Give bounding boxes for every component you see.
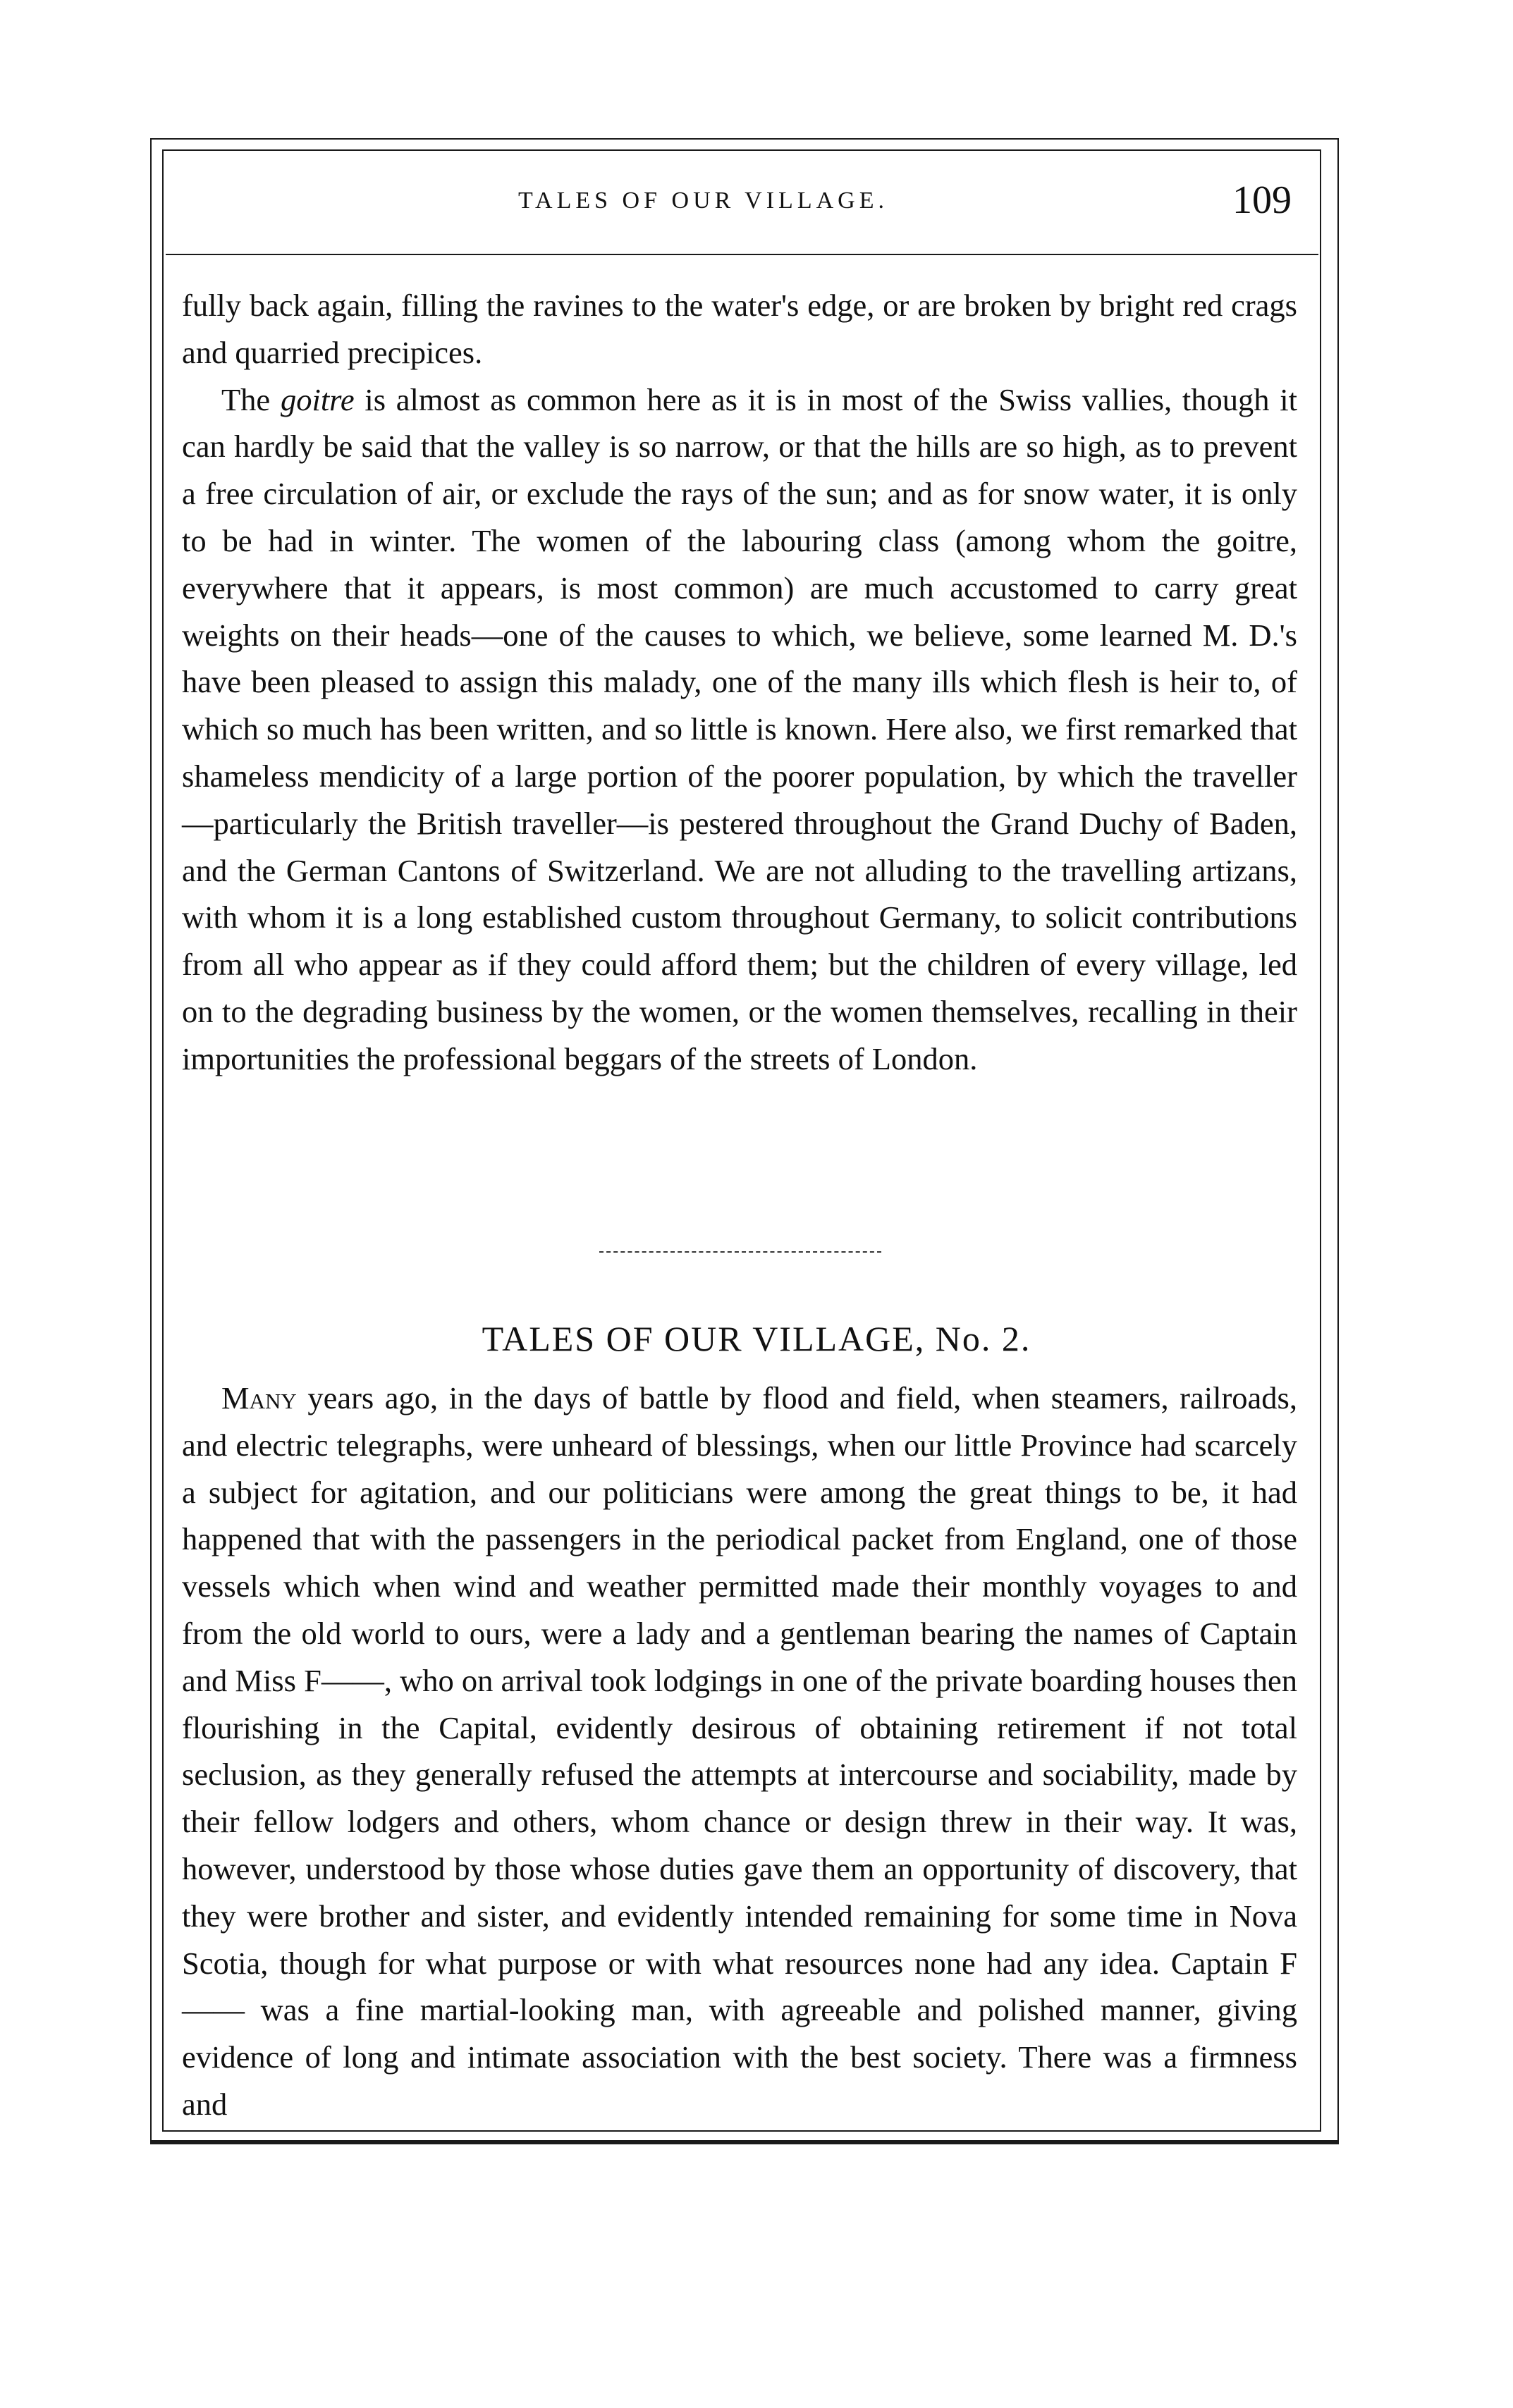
paragraph-goitre-body: is almost as common here as it is in most of the Swiss vallies, though it can hardly be said that the valley is so narrow, or that the hills are so high, as to prevent a free circulation of air, or exclude the rays of the sun; and as for snow water, it is only to be had in winter. The women of the labouring class (among whom the goitre, everywhere that it appears, is most common) are much accustomed to carry great weights on their heads—one of the causes to which, we believe, some learned M. D.'s have been pleased to assign this malady, one of the many ills which flesh is heir to, of which so much has been written, and so little is known. Here also, we first remarked that shameless mendicity of a large portion of the poorer population, by which the traveller—particularly the British traveller—is pestered throughout the Grand Duchy of Baden, and the German Cantons of Switzerland. We are not alluding to the travelling artizans, with whom it is a long established custom throughout Germany, to solicit contributions from all who appear as if they could afford them; but the children of every village, led on to the degrading business by the women, or the women themselves, recalling in their importunities the professional beggars of the streets of London. (182, 381, 1298, 1076)
section-text (182, 1375, 1297, 2128)
header-rule (166, 254, 1318, 255)
goitre-italic: goitre (280, 381, 355, 417)
page-number: 109 (1232, 178, 1292, 222)
section-divider (599, 1251, 881, 1253)
paragraph-goitre-lead: The (221, 381, 281, 417)
opening-word: Many (221, 1380, 297, 1415)
continuation-text (182, 282, 1297, 1083)
paragraph-goitre (182, 376, 1297, 1083)
paragraph-tale-body: years ago, in the days of battle by flood and field, when steamers, railroads, and electric telegraphs, were unheard of blessings, when our little Province had scarcely a subject for agitation, and our politicians were among the great things to be, it had happened that with the passengers in the periodical packet from England, one of those vessels which when wind and weather permitted made their monthly voyages to and from the old world to ours, were a lady and a gentleman bearing the names of Captain and Miss F——, who on arrival took lodgings in one of the private boarding houses then flourishing in the Capital, evidently desirous of obtaining retirement if not total seclusion, as they generally refused the attempts at intercourse and sociability, made by their fellow lodgers and others, whom chance or design threw in their way. It was, however, understood by those whose duties gave them an opportunity of discovery, that they were brother and sister, and evidently intended remaining for some time in Nova Scotia, though for what purpose or with what resources none had any idea. Captain F—— was a fine martial-looking man, with agreeable and polished manner, giving evidence of long and intimate association with the best society. There was a firmness and (182, 1380, 1298, 2122)
section-title: TALES OF OUR VILLAGE, No. 2. (482, 1319, 1031, 1358)
running-header-title: TALES OF OUR VILLAGE. (518, 188, 888, 214)
paragraph-continuation: fully back again, filling the ravines to the water's edge, or are broken by bright red crags and quarried precipices. (182, 288, 1297, 370)
paragraph-tale-opening (182, 1375, 1297, 2128)
